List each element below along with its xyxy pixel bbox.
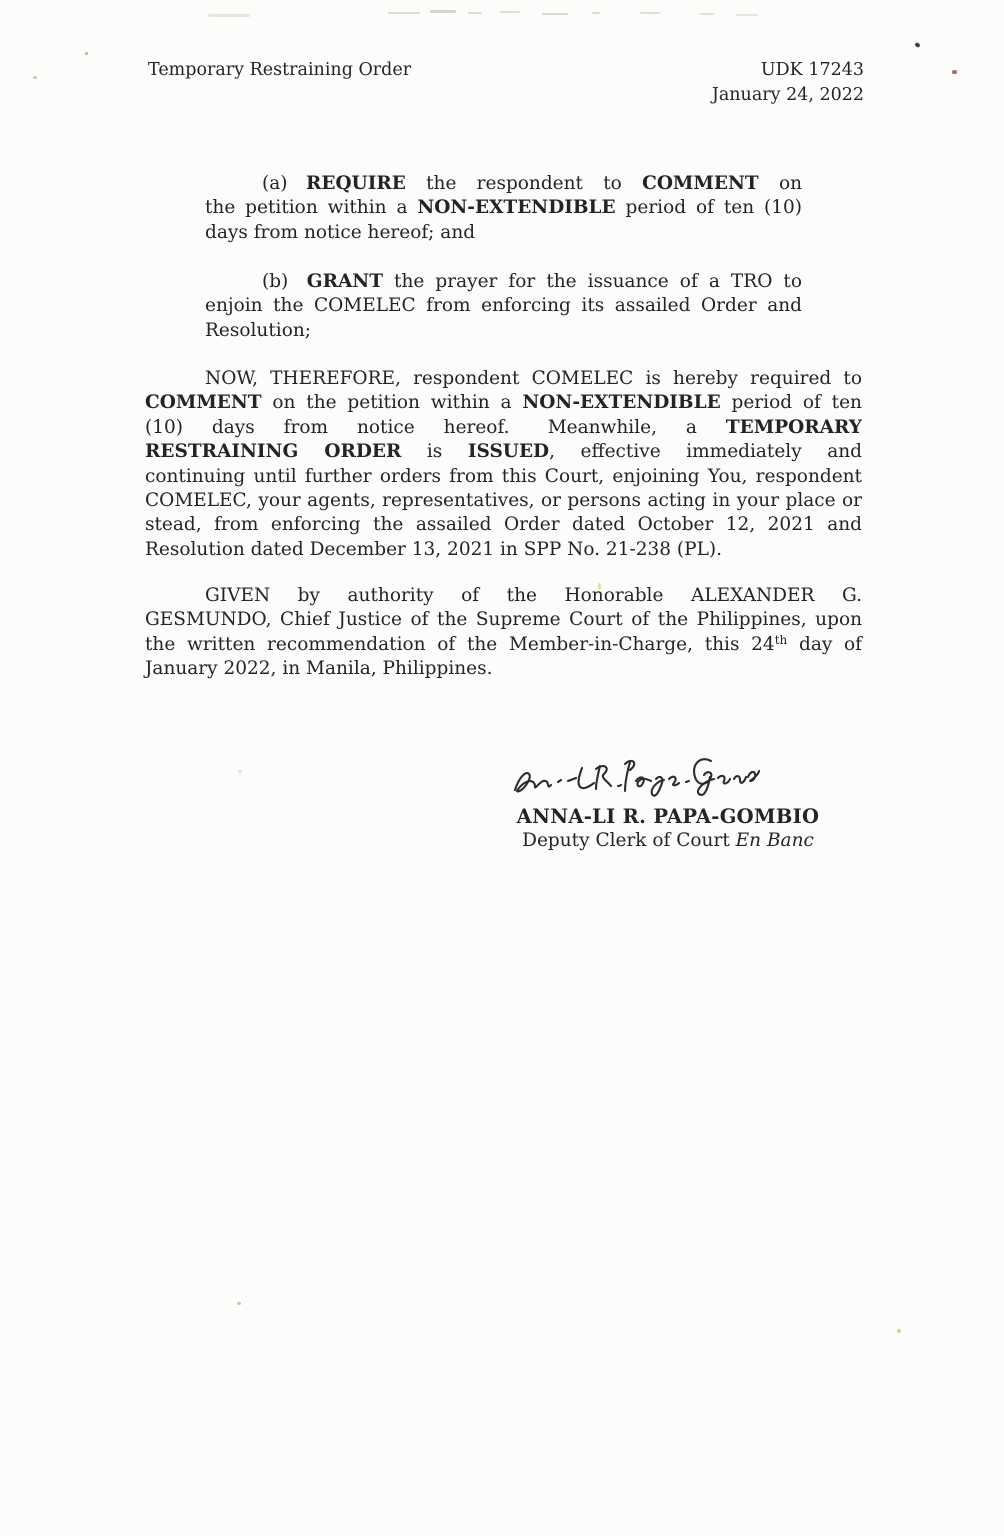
signature-block — [500, 748, 836, 852]
text-line: NOW, THEREFORE, respondent COMELEC is hereby required to — [205, 368, 862, 389]
signatory-name: ANNA-LI R. PAPA-GOMBIO — [516, 805, 820, 828]
scan-artifact — [237, 1302, 241, 1305]
text-line: continuing until further orders from this Court, enjoining You, respondent — [145, 465, 862, 487]
paragraph-operative — [145, 367, 862, 562]
scan-artifact — [952, 70, 957, 74]
scan-artifact — [238, 770, 242, 773]
text-line: Resolution dated December 13, 2021 in SPP No. 21-238 (PL). — [145, 538, 722, 560]
text-line: enjoin the COMELEC from enforcing its assailed Order and — [205, 295, 802, 317]
text-line: the petition within a NON-EXTENDIBLE period of ten (10) — [205, 197, 802, 219]
scan-artifact — [388, 12, 420, 14]
scan-artifact — [85, 52, 88, 55]
case-number: UDK 17243 — [760, 60, 864, 80]
scan-artifact — [542, 13, 568, 15]
text-line: (b) GRANT the prayer for the issuance of a TRO to — [262, 271, 802, 292]
paragraph-item-b — [205, 270, 802, 343]
case-date: January 24, 2022 — [711, 85, 864, 105]
scan-artifact — [700, 13, 714, 15]
text-line: the written recommendation of the Member-in-Charge, this 24th day of — [145, 632, 862, 655]
text-line: COMMENT on the petition within a NON-EXTENDIBLE period of ten — [145, 392, 862, 414]
text-line: GESMUNDO, Chief Justice of the Supreme Court of the Philippines, upon — [145, 609, 862, 631]
text-line: January 2022, in Manila, Philippines. — [145, 658, 493, 680]
case-header — [712, 58, 864, 108]
scan-artifact — [640, 12, 660, 14]
scan-artifact — [468, 12, 482, 14]
paragraph-attestation — [145, 584, 862, 682]
scan-artifact — [208, 14, 250, 17]
scan-artifact — [736, 14, 758, 16]
text-line: (10) days from notice hereof. Meanwhile, a TEMPORARY — [145, 416, 862, 438]
text-line: GIVEN by authority of the Honorable ALEXANDER G. — [205, 585, 862, 606]
page-title: Temporary Restraining Order — [148, 60, 412, 80]
text-line: (a) REQUIRE the respondent to COMMENT on — [262, 173, 802, 194]
text-line: Resolution; — [205, 319, 311, 341]
scan-artifact — [592, 12, 600, 14]
signatory-title: Deputy Clerk of Court En Banc — [522, 830, 814, 851]
scan-artifact — [430, 10, 456, 13]
text-line: stead, from enforcing the assailed Order dated October 12, 2021 and — [145, 514, 862, 536]
signature-image — [508, 748, 760, 804]
text-line: days from notice hereof; and — [205, 221, 476, 243]
text-line: RESTRAINING ORDER is ISSUED, effective immediately and — [145, 441, 862, 463]
paragraph-item-a — [205, 172, 802, 245]
scan-artifact — [33, 76, 37, 79]
scan-artifact — [897, 1329, 901, 1333]
scan-artifact — [500, 11, 520, 13]
text-line: COMELEC, your agents, representatives, or persons acting in your place or — [145, 490, 862, 512]
scan-artifact — [914, 42, 920, 48]
